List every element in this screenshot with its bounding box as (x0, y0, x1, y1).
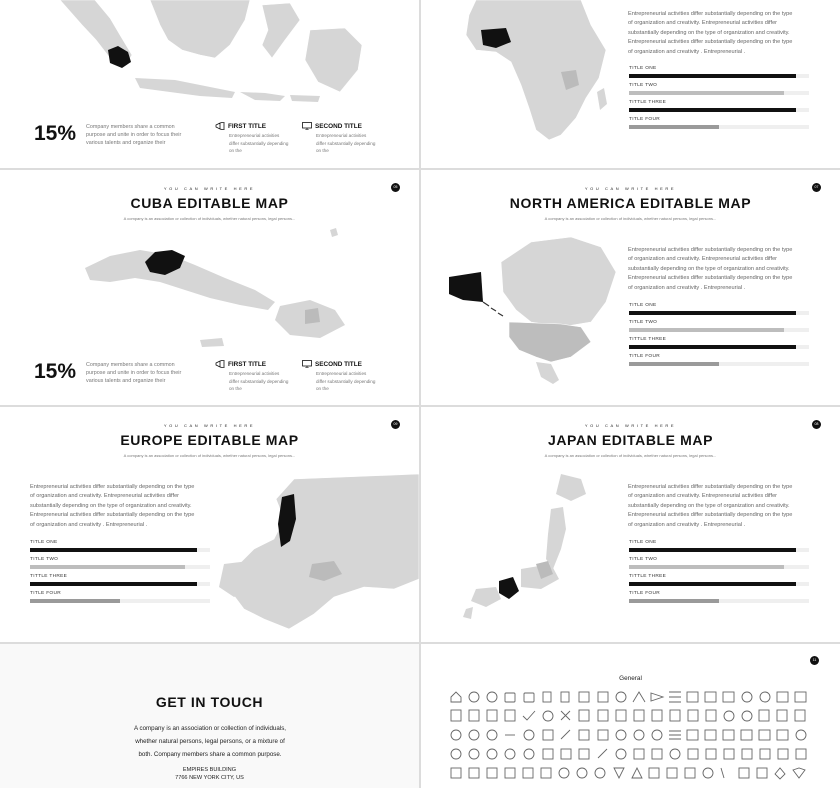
bar-label: TITTLE THREE (629, 100, 667, 105)
progress-fill (30, 599, 120, 603)
slide-africa-map[interactable] (421, 0, 840, 168)
stat-description: Company members share a common purpose and unite in order to focus their various talents and organize their (86, 362, 182, 385)
feature-second (302, 360, 390, 393)
slide-cuba-map[interactable] (0, 170, 419, 405)
north-america-map (441, 232, 641, 402)
bar-label: TITLE FOUR (629, 354, 660, 359)
eyebrow-text: YOU CAN WRITE HERE (584, 423, 677, 428)
page-number: 11 (810, 656, 819, 665)
icon-grid (449, 688, 829, 788)
stat-percent: 15% (34, 360, 77, 383)
slide-title: CUBA EDITABLE MAP (130, 195, 289, 211)
stat-description: Company members share a common purpose and unite in order to focus their various talents and organize their (86, 124, 182, 147)
contact-title: GET IN TOUCH (155, 694, 264, 710)
slide-subtitle: A company is an association or collection of individuals, whether natural persons, legal persons... (544, 453, 717, 458)
eyebrow-text: YOU CAN WRITE HERE (584, 186, 677, 191)
eyebrow-text: YOU CAN WRITE HERE (163, 186, 256, 191)
bar-label: TITLE TWO (30, 557, 59, 562)
bar-label: TITLE ONE (629, 66, 657, 71)
feature-desc: Entrepreneurial activities differ substantially depending on the (229, 371, 289, 392)
monitor-icon (302, 360, 312, 368)
europe-map (204, 469, 419, 639)
bar-label: TITLE FOUR (30, 591, 61, 596)
slide-europe-map[interactable] (0, 407, 419, 642)
slide-indonesia-map[interactable] (0, 0, 419, 168)
icons-section-title: General (619, 675, 642, 682)
progress-fill (629, 565, 784, 569)
slide-title: JAPAN EDITABLE MAP (547, 432, 714, 448)
progress-bars (30, 540, 210, 608)
feature-title: SECOND TITLE (315, 123, 362, 130)
slide-title: NORTH AMERICA EDITABLE MAP (509, 195, 752, 211)
slide-japan-map[interactable] (421, 407, 840, 642)
progress-bars (629, 66, 809, 134)
slide-subtitle: A company is an association or collection of individuals, whether natural persons, legal persons... (544, 216, 717, 221)
feature-second (302, 122, 390, 155)
feature-title: SECOND TITLE (315, 361, 362, 368)
slide-title: EUROPE EDITABLE MAP (120, 432, 299, 448)
page-number: 09 (391, 420, 400, 429)
bar-label: TITLE FOUR (629, 117, 660, 122)
feature-first (215, 122, 303, 155)
progress-bars (629, 540, 809, 608)
bar-label: TITLE TWO (629, 320, 658, 325)
progress-fill (629, 548, 796, 552)
progress-fill (629, 345, 796, 349)
stat-percent: 15% (34, 122, 77, 145)
feature-title: FIRST TITLE (228, 123, 266, 130)
progress-fill (30, 565, 185, 569)
megaphone-icon (215, 360, 225, 368)
bar-label: TITLE ONE (30, 540, 58, 545)
progress-fill (629, 311, 796, 315)
contact-address: EMPIRES BUILDING 7766 NEW YORK CITY, US (175, 767, 244, 781)
feature-first (215, 360, 303, 393)
contact-description: A company is an association or collection of individuals, whether natural persons, legal persons, or a mixture of both. Company members share a common purpose. (133, 725, 287, 758)
description-paragraph: Entrepreneurial activities differ substantially depending on the type of organization and creativity. Entrepreneurial activities differ substantially depending on the type of organization and creativity. Entrepreneurial activities differ substantially depending on the type of organization and creativity . Entrepreneurial . (30, 484, 195, 528)
bar-label: TITTLE THREE (629, 574, 667, 579)
bar-label: TITLE ONE (629, 540, 657, 545)
description-paragraph: Entrepreneurial activities differ substantially depending on the type of organization and creativity. Entrepreneurial activities differ substantially depending on the type of organization and creativity. Entrepreneurial activities differ substantially depending on the type of organization and creativity . Entrepreneurial . (628, 247, 793, 291)
bar-label: TITTLE THREE (30, 574, 68, 579)
feature-desc: Entrepreneurial activities differ substantially depending on the (316, 371, 376, 392)
description-paragraph: Entrepreneurial activities differ substantially depending on the type of organization and creativity. Entrepreneurial activities differ substantially depending on the type of organization and creativity. Entrepreneurial activities differ substantially depending on the type of organization and creativity . Entrepreneurial . (628, 484, 793, 528)
slide-north-america-map[interactable] (421, 170, 840, 405)
feature-desc: Entrepreneurial activities differ substantially depending on the (316, 133, 376, 154)
progress-fill (629, 91, 784, 95)
slide-contact[interactable] (0, 644, 419, 788)
eyebrow-text: YOU CAN WRITE HERE (163, 423, 256, 428)
feature-title: FIRST TITLE (228, 361, 266, 368)
page-number: 05 (391, 183, 400, 192)
cuba-map (0, 220, 419, 360)
slide-subtitle: A company is an association or collection of individuals, whether natural persons, legal persons... (123, 453, 296, 458)
slide-icons[interactable] (421, 644, 840, 788)
japan-map (451, 469, 631, 639)
bar-label: TITLE TWO (629, 557, 658, 562)
feature-desc: Entrepreneurial activities differ substantially depending on the (229, 133, 289, 154)
progress-fill (629, 125, 719, 129)
progress-fill (629, 362, 719, 366)
progress-fill (629, 328, 784, 332)
megaphone-icon (215, 122, 225, 130)
progress-fill (629, 599, 719, 603)
progress-fill (30, 548, 197, 552)
page-number: 07 (812, 183, 821, 192)
bar-label: TITLE TWO (629, 83, 658, 88)
progress-fill (629, 108, 796, 112)
progress-bars (629, 303, 809, 371)
page-number: 08 (812, 420, 821, 429)
slide-subtitle: A company is an association or collection of individuals, whether natural persons, legal persons... (123, 216, 296, 221)
bar-label: TITTLE THREE (629, 337, 667, 342)
progress-fill (30, 582, 197, 586)
bar-label: TITLE FOUR (629, 591, 660, 596)
progress-fill (629, 582, 796, 586)
progress-fill (629, 74, 796, 78)
bar-label: TITLE ONE (629, 303, 657, 308)
description-paragraph: Entrepreneurial activities differ substantially depending on the type of organization and creativity. Entrepreneurial activities differ substantially depending on the type of organization and creativity. Entrepreneurial activities differ substantially depending on the type of organization and creativity . Entrepreneurial . (628, 11, 793, 55)
monitor-icon (302, 122, 312, 130)
